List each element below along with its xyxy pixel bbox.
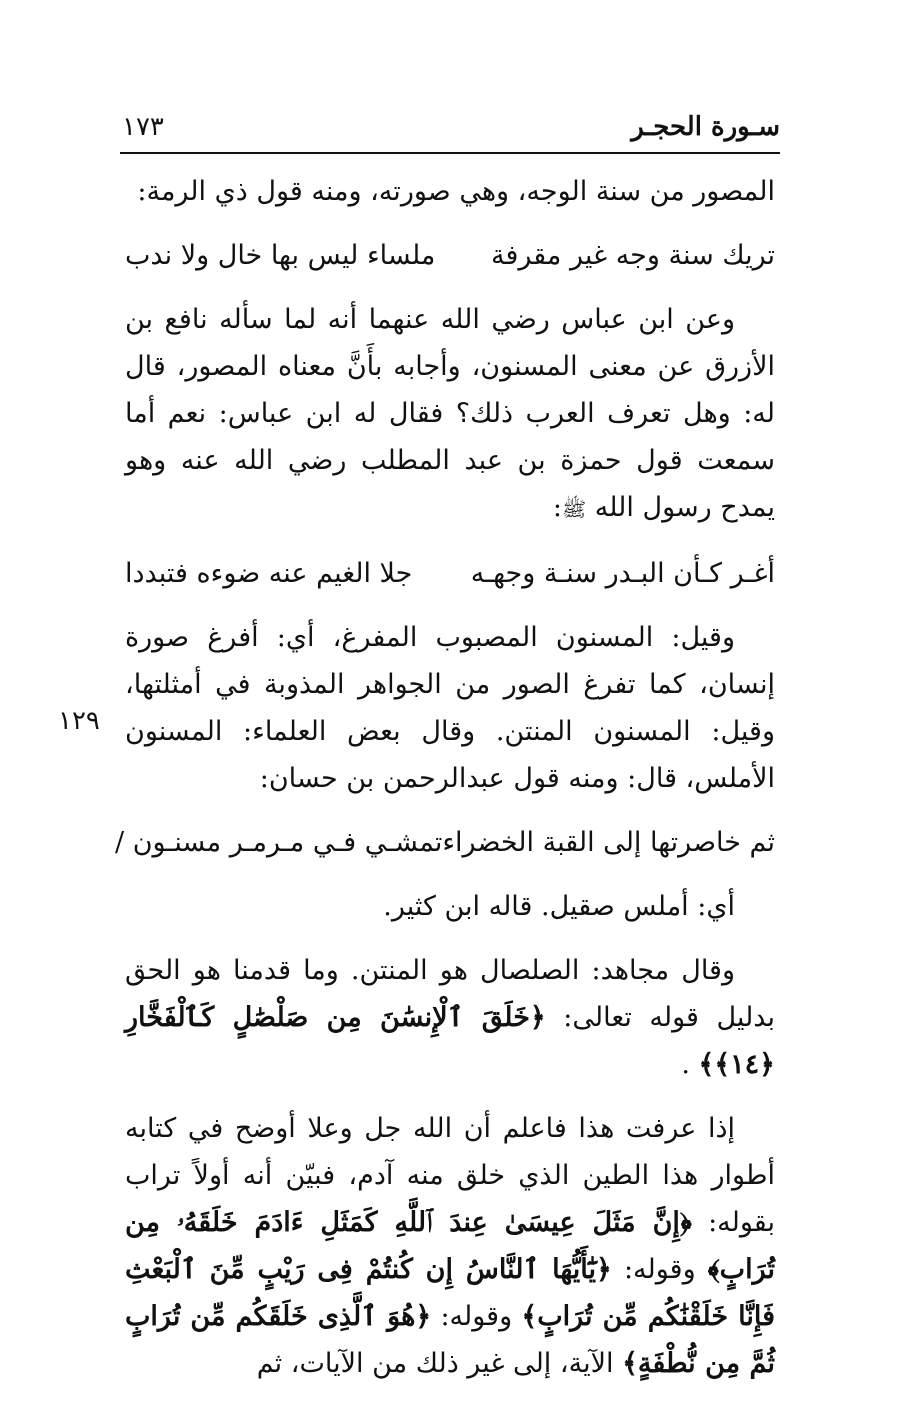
paragraph-5-text: وقال مجاهد: الصلصال هو المنتن. وما قدمنا هو الحق بدليل قوله تعالى: <box>125 955 775 1033</box>
quran-quote-3: ﴿يَٰٓأَيُّهَا ٱلنَّاسُ إِن كُنتُمْ فِى رَيْبٍ مِّنَ ٱلْبَعْثِ فَإِنَّا خَلَقْنَٰكُم مِّن تُرَابٍ﴾ <box>125 1254 775 1332</box>
margin-reference-number: ١٢٩ <box>58 706 100 736</box>
salutation-glyph: ﷺ <box>561 497 587 521</box>
verse-3-first-hemistich: ثم خاصرتها إلى القبة الخضراء <box>442 827 775 858</box>
quran-quote-1: ﴿خَلَقَ ٱلْإِنسَٰنَ مِن صَلْصَٰلٍ كَٱلْفَخَّارِ ﴿١٤﴾﴾ <box>125 1002 775 1080</box>
verse-2-second-hemistich: جلا الغيم عنه ضوءه فتبددا <box>125 558 413 589</box>
page-header <box>120 108 780 154</box>
paragraph-5-end: . <box>681 1049 690 1080</box>
paragraph-5 <box>125 947 775 1088</box>
paragraph-2-text: وعن ابن عباس رضي الله عنهما أنه لما سأله نافع بن الأزرق عن معنى المسنون، وأجابه بأَنَّ معناه المصور، قال له: وهل تعرف العرب ذلك؟ فقال له ابن عباس: نعم أما سمعت قول حمزة بن عبد المطلب رضي الله عنه وهو يمدح رسول الله <box>125 304 775 523</box>
quran-quote-2: ﴿إِنَّ مَثَلَ عِيسَىٰ عِندَ ٱللَّهِ كَمَثَلِ ءَادَمَ خَلَقَهُۥ مِن تُرَابٍ﴾ <box>125 1207 775 1285</box>
sura-title: سـورة الحجـر <box>631 112 780 142</box>
paragraph-1: المصور من سنة الوجه، وهي صورته، ومنه قول ذي الرمة: <box>137 176 775 207</box>
paragraph-2-end: : <box>552 492 562 523</box>
paragraph-4: أي: أملس صقيل. قاله ابن كثير. <box>383 891 735 922</box>
poetry-verse-3 <box>115 819 775 866</box>
paragraph-6-text-2: وقوله: <box>623 1254 696 1285</box>
page-number: ١٧٣ <box>122 112 164 142</box>
verse-1-second-hemistich: ملساء ليس بها خال ولا ندب <box>125 240 436 271</box>
verse-2-first-hemistich: أغـر كـأن البـدر سنـة وجهـه <box>470 558 775 589</box>
paragraph-6-text-4: الآية، إلى غير ذلك من الآيات، ثم <box>256 1348 614 1379</box>
paragraph-2 <box>125 296 775 533</box>
paragraph-6-text-3: وقوله: <box>440 1301 513 1332</box>
quran-quote-4: ﴿هُوَ ٱلَّذِى خَلَقَكُم مِّن تُرَابٍ ثُمَّ مِن نُّطْفَةٍ﴾ <box>125 1301 775 1379</box>
verse-3-second-hemistich: تمشـي فـي مـرمـر مسنـون / <box>115 827 443 858</box>
page-body <box>115 168 775 1404</box>
paragraph-6 <box>125 1105 775 1387</box>
poetry-verse-2 <box>125 550 775 597</box>
verse-1-first-hemistich: تريك سنة وجه غير مقرفة <box>490 240 775 271</box>
paragraph-3: وقيل: المسنون المصبوب المفرغ، أي: أفرغ صورة إنسان، كما تفرغ الصور من الجواهر المذوبة في أمثلتها، وقيل: المسنون المنتن. وقال بعض العلماء: المسنون الأملس، قال: ومنه قول عبدالرحمن بن حسان: <box>125 622 775 794</box>
poetry-verse-1 <box>125 232 775 279</box>
paragraph-6-text-1: إذا عرفت هذا فاعلم أن الله جل وعلا أوضح في كتابه أطوار هذا الطين الذي خلق منه آدم، فبيّن أنه أولاً تراب بقوله: <box>125 1113 775 1238</box>
